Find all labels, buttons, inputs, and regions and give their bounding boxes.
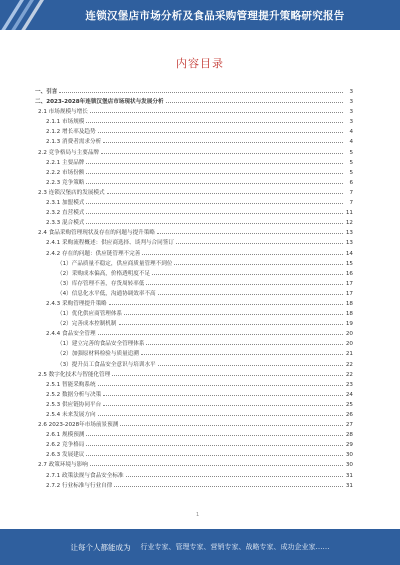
- toc-entry-label: 2.2.2 市场份额: [46, 169, 85, 176]
- toc-entry[interactable]: [35, 369, 353, 379]
- footer-band: [0, 529, 400, 565]
- toc-entry-page: 20: [345, 341, 353, 348]
- toc-entry[interactable]: [35, 409, 353, 419]
- toc-leader-dots: [103, 399, 343, 406]
- toc-entry[interactable]: [35, 298, 353, 308]
- toc-entry-label: （1）优化供应商管理体系: [57, 311, 123, 318]
- toc-entry-page: 31: [345, 472, 353, 479]
- toc-entry-page: 3: [349, 89, 353, 95]
- toc-entry[interactable]: [35, 86, 353, 96]
- toc-entry-label: 2.5.2 数据分析与决策: [46, 391, 102, 398]
- toc-leader-dots: [146, 278, 343, 285]
- toc-entry-page: 15: [345, 260, 353, 267]
- toc-leader-dots: [86, 449, 343, 456]
- toc-entry[interactable]: [35, 389, 353, 399]
- toc-entry-page: 18: [345, 300, 353, 307]
- toc-entry-page: 19: [345, 321, 353, 328]
- toc-leader-dots: [101, 147, 343, 154]
- toc-entry-label: （1）产品质量不稳定，供应商质量管理不到位: [57, 260, 173, 267]
- toc-leader-dots: [86, 217, 343, 224]
- toc-entry-label: 2.1.1 市场规模: [46, 119, 85, 126]
- toc-entry-page: 21: [345, 351, 353, 358]
- toc-entry-label: 2.4.1 采购流程概述：供应商选择、谈判与合同签订: [46, 240, 174, 247]
- toc-leader-dots: [98, 126, 343, 133]
- toc-entry-label: 2.5.3 供应链协同平台: [46, 401, 102, 408]
- toc-entry-label: 2.7.1 政策法规与食品安全标准: [46, 472, 124, 479]
- toc-entry-label: 2.3.1 加盟模式: [46, 200, 85, 207]
- toc-entry-page: 22: [345, 371, 353, 378]
- toc-entry-page: 17: [345, 290, 353, 297]
- header-stripes-decoration: [0, 0, 48, 30]
- toc-leader-dots: [86, 439, 343, 446]
- toc-entry-page: 12: [345, 220, 353, 227]
- toc-heading: 内容目录: [176, 57, 224, 70]
- toc-entry-label: 2.6.3 发展建议: [46, 452, 85, 459]
- toc-leader-dots: [59, 86, 343, 93]
- toc-entry[interactable]: [35, 207, 353, 217]
- toc-entry-label: 2.2.3 竞争策略: [46, 179, 85, 186]
- toc-leader-dots: [114, 480, 343, 487]
- toc-entry[interactable]: [35, 217, 353, 227]
- toc-leader-dots: [142, 248, 343, 255]
- toc-entry[interactable]: [35, 268, 353, 278]
- toc-leader-dots: [158, 288, 343, 295]
- toc-entry-label: 一、引言: [35, 89, 58, 95]
- toc-entry-label: 2.3.3 混合模式: [46, 220, 85, 227]
- toc-entry-page: 3: [349, 119, 353, 126]
- toc-entry[interactable]: [35, 459, 353, 469]
- toc-entry[interactable]: [35, 147, 353, 157]
- toc-leader-dots: [157, 227, 343, 234]
- toc-entry-label: 2.2.1 主要品牌: [46, 159, 85, 166]
- toc-entry-page: 5: [349, 149, 353, 156]
- toc-entry[interactable]: [35, 237, 353, 247]
- toc-leader-dots: [126, 470, 343, 477]
- toc-entry-label: 2.1.2 增长率及趋势: [46, 129, 96, 136]
- toc-entry-label: 2.1 市场规模与增长: [38, 109, 88, 116]
- toc-entry[interactable]: [35, 278, 353, 288]
- toc-entry-label: 2.7.2 行业标准与行业自律: [46, 482, 113, 489]
- toc-leader-dots: [158, 359, 343, 366]
- toc-entry[interactable]: [35, 258, 353, 268]
- toc-entry-label: （1）建立完善的食品安全管理体系: [57, 341, 145, 348]
- toc-entry-page: 20: [345, 331, 353, 338]
- toc-leader-dots: [98, 328, 343, 335]
- toc-entry-page: 5: [349, 159, 353, 166]
- toc-leader-dots: [103, 389, 343, 396]
- toc-leader-dots: [146, 338, 343, 345]
- toc-entry[interactable]: [35, 136, 353, 146]
- toc-entry-label: 2.5 数字化技术与智能化管理: [38, 371, 111, 378]
- toc-entry-label: 2.6 2023-2028年市场前景预测: [38, 422, 119, 429]
- toc-entry-label: 2.4.2 存在的问题：供应链管理不完善: [46, 250, 141, 257]
- toc-entry[interactable]: [35, 399, 353, 409]
- toc-entry-label: 2.2 竞争格局与主要品牌: [38, 149, 100, 156]
- toc-entry[interactable]: [35, 348, 353, 358]
- toc-entry-label: （2）加强原材料检验与质量追溯: [57, 351, 139, 358]
- toc-leader-dots: [98, 379, 343, 386]
- toc-entry-page: 4: [349, 139, 353, 146]
- toc-entry-page: 29: [345, 442, 353, 449]
- toc-entry-page: 23: [345, 381, 353, 388]
- toc-entry-label: 二、2023-2028年连锁汉堡店市场现状与发展分析: [35, 99, 164, 106]
- toc-entry[interactable]: [35, 248, 353, 258]
- toc-entry[interactable]: [35, 379, 353, 389]
- toc-entry-page: 26: [345, 412, 353, 418]
- toc-entry[interactable]: [35, 480, 353, 490]
- toc-leader-dots: [86, 157, 343, 164]
- toc-entry-label: 2.6.2 竞争格局: [46, 442, 85, 449]
- toc-entry[interactable]: [35, 167, 353, 177]
- toc-entry-page: 24: [345, 391, 353, 398]
- toc-entry-page: 3: [349, 99, 353, 106]
- toc-entry[interactable]: [35, 96, 353, 106]
- toc-entry-page: 5: [349, 169, 353, 176]
- footer-roles: 行业专家、管理专家、营销专家、战略专家、成功企业家……: [140, 543, 330, 551]
- toc-entry-label: 2.5.4 未来发展方向: [46, 412, 96, 418]
- toc-leader-dots: [86, 207, 343, 214]
- toc-entry[interactable]: [35, 449, 353, 459]
- toc-leader-dots: [90, 459, 343, 466]
- toc-leader-dots: [98, 409, 343, 416]
- toc-entry[interactable]: [35, 197, 353, 207]
- toc-leader-dots: [86, 116, 343, 123]
- toc-entry[interactable]: [35, 288, 353, 298]
- toc-entry[interactable]: [35, 157, 353, 167]
- toc-entry[interactable]: [35, 470, 353, 480]
- toc-leader-dots: [109, 298, 343, 305]
- toc-entry-page: 16: [345, 270, 353, 277]
- toc-entry[interactable]: [35, 419, 353, 429]
- toc-entry-label: （2）完善成本控制机制: [57, 321, 117, 328]
- toc-entry[interactable]: [35, 318, 353, 328]
- toc-entry-page: 17: [345, 280, 353, 287]
- toc-leader-dots: [166, 96, 343, 103]
- toc-entry-page: 22: [345, 361, 353, 368]
- toc-entry-label: 2.4.4 食品安全管理: [46, 331, 96, 338]
- toc-entry-label: 2.7 政策环境与影响: [38, 462, 88, 469]
- header-band: [0, 0, 400, 30]
- toc-entry[interactable]: [35, 116, 353, 126]
- toc-leader-dots: [103, 136, 343, 143]
- toc-entry-label: 2.1.3 消费者需求分析: [46, 139, 102, 146]
- toc-entry-label: （3）提升员工食品安全意识与培训水平: [57, 361, 156, 368]
- toc-leader-dots: [174, 258, 343, 265]
- toc-entry-label: （2）采购成本偏高，价格透明度不足: [57, 270, 151, 277]
- toc-entry-page: 7: [349, 200, 353, 207]
- toc-entry-page: 13: [345, 230, 353, 237]
- toc-entry-label: （3）库存管理不善，存货周转率低: [57, 280, 145, 287]
- toc-entry-page: 7: [349, 189, 353, 196]
- toc-entry[interactable]: [35, 338, 353, 348]
- toc-entry-label: 2.3.2 直营模式: [46, 210, 85, 217]
- toc-leader-dots: [120, 419, 343, 426]
- toc-leader-dots: [86, 177, 343, 184]
- toc-entry-page: 27: [345, 422, 353, 429]
- toc-leader-dots: [90, 106, 343, 113]
- toc-entry-page: 18: [345, 311, 353, 318]
- toc-leader-dots: [152, 268, 343, 275]
- table-of-contents: [35, 86, 353, 490]
- toc-entry-label: 2.3 连锁汉堡店的发展模式: [38, 189, 105, 196]
- toc-entry[interactable]: [35, 126, 353, 136]
- toc-leader-dots: [119, 318, 344, 325]
- toc-entry-page: 6: [349, 179, 353, 186]
- toc-leader-dots: [124, 308, 343, 315]
- toc-entry[interactable]: [35, 227, 353, 237]
- page-number: 1: [196, 512, 200, 518]
- toc-entry-page: 28: [345, 432, 353, 439]
- toc-entry-label: 2.6.1 规模预测: [46, 432, 85, 439]
- toc-entry-page: 4: [349, 129, 353, 136]
- toc-leader-dots: [176, 237, 343, 244]
- toc-entry-page: 13: [345, 240, 353, 247]
- toc-leader-dots: [107, 187, 343, 194]
- toc-leader-dots: [112, 369, 343, 376]
- toc-entry-page: 3: [349, 109, 353, 116]
- toc-leader-dots: [86, 197, 343, 204]
- toc-entry[interactable]: [35, 187, 353, 197]
- toc-entry-label: 2.5.1 智能采购系统: [46, 381, 96, 388]
- toc-entry-page: 31: [345, 482, 353, 489]
- toc-entry[interactable]: [35, 429, 353, 439]
- report-title: 连锁汉堡店市场分析及食品采购管理提升策略研究报告: [85, 9, 345, 22]
- toc-entry-label: 2.4 食品采购管理现状及存在的问题与提升策略: [38, 230, 155, 237]
- footer-slogan: 让每个人都能成为: [70, 542, 131, 552]
- toc-entry[interactable]: [35, 328, 353, 338]
- toc-entry-page: 25: [345, 401, 353, 408]
- toc-entry-page: 30: [345, 452, 353, 459]
- toc-leader-dots: [86, 167, 343, 174]
- toc-leader-dots: [86, 429, 343, 436]
- toc-entry[interactable]: [35, 308, 353, 318]
- toc-entry-page: 11: [345, 210, 353, 217]
- toc-entry[interactable]: [35, 359, 353, 369]
- toc-entry-page: 14: [345, 250, 353, 257]
- toc-entry-label: 2.4.3 采购管理提升策略: [46, 300, 107, 307]
- toc-entry[interactable]: [35, 177, 353, 187]
- toc-entry-page: 30: [345, 462, 353, 469]
- toc-entry[interactable]: [35, 106, 353, 116]
- toc-entry[interactable]: [35, 439, 353, 449]
- toc-leader-dots: [141, 348, 343, 355]
- toc-entry-label: （4）信息化水平低，沟通协调效率不高: [57, 290, 156, 297]
